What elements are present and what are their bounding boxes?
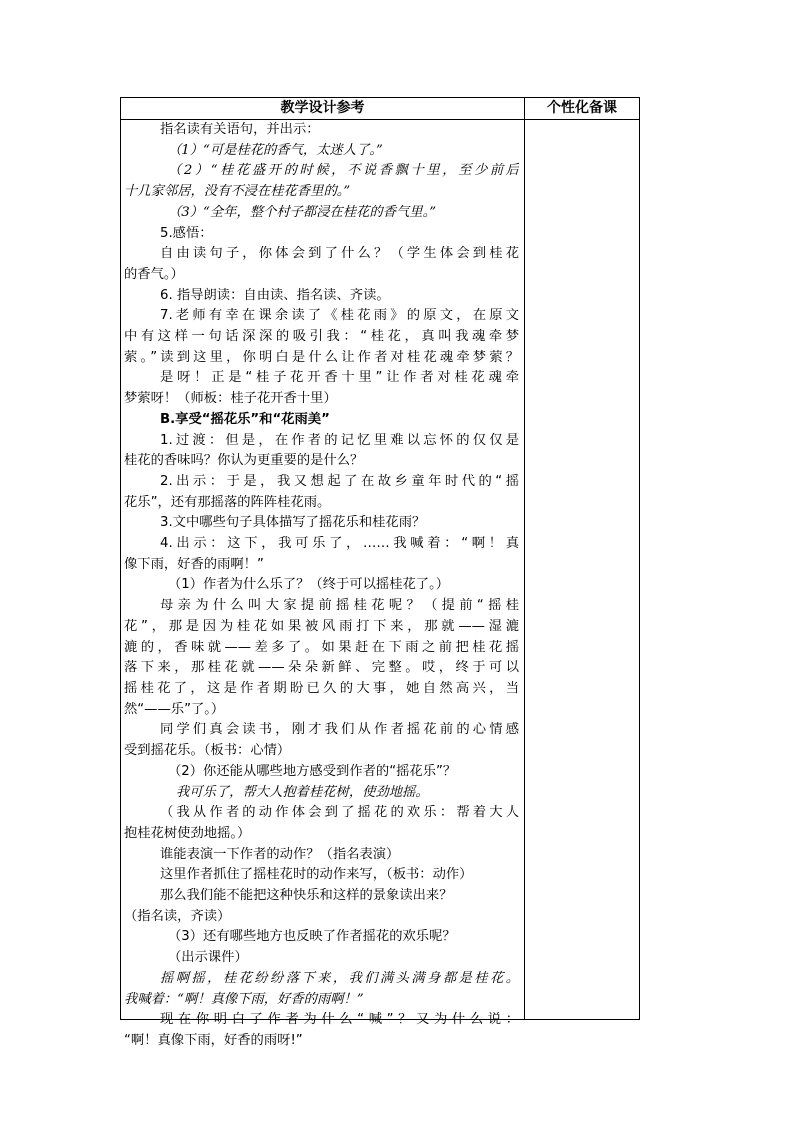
text-line: 花”，那是因为桂花如果被风雨打下来，那就——湿漉 [124,618,519,634]
text-line: 的香气。） [124,266,184,282]
text-line: 我可乐了，帮大人抱着桂花树，使劲地摇。 [176,784,429,800]
text-line: （指名读，齐读） [124,908,231,924]
text-line: （1）作者为什么乐了？（终于可以摇桂花了。） [168,577,450,593]
text-line: 7.老师有幸在课余读了《桂花雨》的原文，在原文 [160,308,519,324]
text-line: 花乐”，还有那摇落的阵阵桂花雨。 [124,494,331,510]
text-line: 然“——乐”了。） [124,701,225,717]
header-teaching-design: 教学设计参考 [280,100,365,116]
header-personal-notes: 个性化备课 [547,100,617,116]
text-line: 萦。”读到这里，你明白是什么让作者对桂花魂牵梦萦？ [124,349,519,365]
text-line: 6. 指导朗读：自由读、指名读、齐读。 [160,287,390,303]
text-line: 落下来，那桂花就——朵朵新鲜、完整。哎，终于可以 [124,660,519,676]
text-line: （3）“全年，整个村子都浸在桂花的香气里。” [168,204,437,220]
text-line: 十几家邻居，没有不浸在桂花香里的。” [124,184,351,200]
text-line: 摇桂花了，这是作者期盼已久的大事，她自然高兴，当 [124,680,519,696]
text-line: 是呀！正是“桂子花开香十里”让作者对桂花魂牵 [160,370,519,386]
text-line: 指名读有关语句，并出示： [160,122,320,137]
column-divider [524,98,525,1019]
lesson-plan-table [120,97,640,1048]
text-line: 这里作者抓住了摇桂花时的动作来写，（板书：动作） [160,867,473,883]
text-line: “啊！真像下雨，好香的雨呀!” [124,1032,303,1048]
text-line: 受到摇花乐。（板书：心情） [124,743,291,759]
text-line: 我喊着：“啊！真像下雨，好香的雨啊！” [124,991,364,1007]
text-line: 桂花的香味吗？你认为更重要的是什么？ [124,453,364,469]
text-line: （2）你还能从哪些地方感受到作者的“摇花乐”？ [168,763,457,779]
text-line: 现在你明白了作者为什么“喊”？又为什么说： [160,1012,519,1028]
text-line: 漉的，香味就——差多了。如果赶在下雨之前把桂花摇 [124,639,519,655]
text-line: 摇啊摇，桂花纷纷落下来，我们满头满身都是桂花。 [160,970,519,986]
text-line: （1）“可是桂花的香气，太迷人了。” [168,142,383,158]
text-line: 5.感悟： [160,225,213,241]
text-line: 谁能表演一下作者的动作？（指名表演） [160,846,400,862]
text-line: 抱桂花树使劲地摇。） [124,825,251,841]
text-line: 母亲为什么叫大家提前摇桂花呢？（提前“摇桂 [160,598,519,614]
text-line: 中有这样一句话深深的吸引我：“桂花，真叫我魂牵梦 [124,329,519,345]
text-line: 1.过渡：但是，在作者的记忆里难以忘怀的仅仅是 [160,432,519,448]
text-line: 4.出示：这下，我可乐了，……我喊着：“啊！真 [160,536,519,552]
text-line: （2）“桂花盛开的时候，不说香飘十里，至少前后 [168,163,519,179]
teaching-content [121,120,524,1052]
text-line: 像下雨，好香的雨啊！” [124,556,264,572]
text-line: 那么我们能不能把这种快乐和这样的景象读出来？ [160,888,453,904]
text-line: 2.出示：于是，我又想起了在故乡童年时代的“摇 [160,473,519,489]
section-heading: B.享受“摇花乐”和“花雨美” [160,411,330,427]
text-line: （3）还有哪些地方也反映了作者摇花的欢乐呢？ [168,929,456,945]
text-line: 自由读句子，你体会到了什么？（学生体会到桂花 [160,246,519,262]
text-line: （我从作者的动作体会到了摇花的欢乐：帮着大人 [160,805,519,821]
text-line: 3.文中哪些句子具体描写了摇花乐和桂花雨？ [160,515,426,531]
text-line: 同学们真会读书，刚才我们从作者摇花前的心情感 [160,722,519,738]
text-line: （出示课件） [168,950,248,966]
text-line: 梦萦呀！（师板：桂子花开香十里） [124,391,337,407]
